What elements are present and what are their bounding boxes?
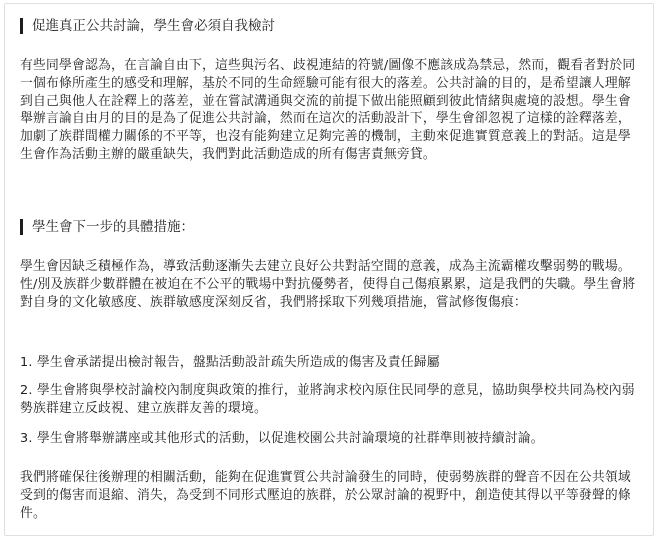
measure-item-3: 3. 學生會將舉辦講座或其他形式的活動，以促進校園公共討論環境的社群準則被持續討論。 <box>20 431 544 446</box>
section-paragraph-1: 有些同學會認為，在言論自由下，這些與污名、歧視連結的符號/圖像不應該成為禁忌，然而，觀看者對於同一個布條所產生的感受和理解，基於不同的生命經驗可能有很大的落差。公共討論的目的，是希望讓人理解到自己與他人在詮釋上的落差，並在嘗試溝通與交流的前提下做出能照顧到彼此情緒與處境的設想。學生會舉辦言論自由月的目的是為了促進公共討論，然而在這次的活動設計下，學生會卻忽視了這樣的詮釋落差，加劇了族群間權力關係的不平等，也沒有能夠建立足夠完善的機制，主動來促進實質意義上的對話。這是學生會作為活動主辦的嚴重缺失，我們對此活動造成的所有傷害責無旁貸。 <box>20 58 636 162</box>
section-heading-1-text: 促進真正公共討論，學生會必須自我檢討 <box>32 18 275 34</box>
measure-item-2: 2. 學生會將與學校討論校內制度與政策的推行，並將詢求校內原住民同學的意見，協助與學校共同為校內弱勢族群建立反歧視、建立族群友善的環境。 <box>20 383 635 416</box>
heading-marker-bar <box>20 219 23 235</box>
post-card <box>4 3 654 536</box>
section-heading-2 <box>20 219 194 235</box>
section-paragraph-2: 學生會因缺乏積極作為，導致活動逐漸失去建立良好公共對話空間的意義，成為主流霸權攻擊弱勢的戰場。性/別及族群少數群體在被迫在不公平的戰場中對抗優勢者，使得自己傷痕累累，這是我們的失職。學生會將對自身的文化敏感度、族群敏感度深刻反省，我們將採取下列幾項措施，嘗試修復傷痕： <box>20 259 636 310</box>
heading-marker-bar <box>20 18 23 34</box>
closing-paragraph: 我們將確保往後辦理的相關活動，能夠在促進實質公共討論發生的同時，使弱勢族群的聲音不因在公共領域受到的傷害而退縮、消失，為受到不同形式壓迫的族群，於公眾討論的視野中，創造使其得以平等發聲的條件。 <box>20 470 631 521</box>
section-heading-2-text: 學生會下一步的具體措施： <box>32 219 194 235</box>
section-heading-1 <box>20 18 275 34</box>
measure-item-1: 1. 學生會承諾提出檢討報告，盤點活動設計疏失所造成的傷害及責任歸屬 <box>20 355 440 370</box>
